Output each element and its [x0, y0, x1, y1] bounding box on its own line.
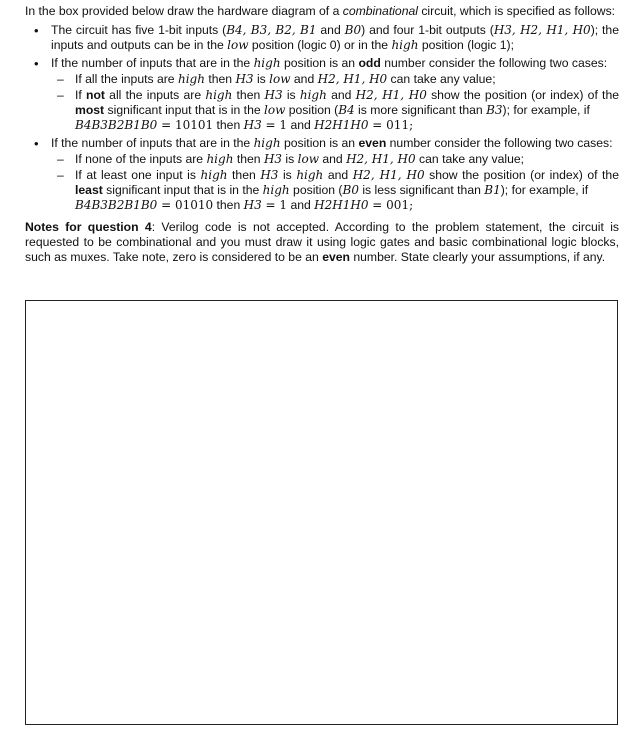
notes-paragraph: Notes for question 4: Verilog code is not accepted. According to the problem statement, the circuit is requested to be combinational and you must draw it using logic gates and basic combinational logic blocks, such as muxes. Take note, zero is considered to be an even number. State clearly your assumptions, if any. — [25, 220, 619, 264]
question-text — [25, 4, 619, 265]
odd-subcase-not-all-high: – If not all the inputs are high then H3 is high and H2, H1, H0 show the position (or index) of the most significant input that is in the low position (B4 is more significant than B3); for example, if B4B3B2B1B0 = 10101 then H3 = 1 and H2H1H0 = 011; — [51, 88, 619, 133]
even-subcase-none-high: – If none of the inputs are high then H3 is low and H2, H1, H0 can take any value; — [51, 152, 619, 167]
input-b0: B0 — [344, 23, 362, 37]
example-inputs: B4B3B2B1B0 — [75, 118, 158, 132]
intro-emphasis: combinational — [342, 4, 418, 18]
specification-list — [25, 23, 619, 213]
intro-paragraph — [25, 4, 619, 19]
odd-emphasis: odd — [358, 56, 381, 70]
input-names: B4, B3, B2, B1 — [226, 23, 317, 37]
intro-text: In the box provided below draw the hardware diagram of a — [25, 4, 343, 18]
bullet-odd-case: • If the number of inputs that are in the high position is an odd number consider the following two cases: – If all the inputs are high then H3 is low and H2, H1, H0 can take any value; – If not all the inputs are high then H3 is high and H2, H1, H0 show the position (or index) of the most significant input that is in the low position (B4 is more significant than B3); for example, if B4B3B2B1B0 = 10101 then H3 = 1 and H2H1H0 = 011; — [25, 56, 619, 133]
example-inputs: B4B3B2B1B0 — [75, 198, 158, 212]
intro-text-end: circuit, which is specified as follows: — [417, 4, 616, 18]
odd-subcase-all-high: – If all the inputs are high then H3 is low and H2, H1, H0 can take any value; — [51, 72, 619, 87]
even-emphasis: even — [358, 136, 387, 150]
bullet-inputs-outputs: • The circuit has five 1-bit inputs (B4, B3, B2, B1 and B0) and four 1-bit outputs (H3, H2, H1, H0); the inputs and outputs can be in the low position (logic 0) or in the high position (logic 1); — [25, 23, 619, 53]
output-names: H3, H2, H1, H0 — [493, 23, 591, 37]
odd-subcases — [51, 72, 619, 133]
notes-label: Notes for question 4 — [25, 220, 152, 234]
answer-drawing-box[interactable] — [25, 300, 618, 725]
bullet-even-case: • If the number of inputs that are in the high position is an even number consider the following two cases: – If none of the inputs are high then H3 is low and H2, H1, H0 can take any value; – If at least one input is high then H3 is high and H2, H1, H0 show the position (or index) of the least significant input that is in the high position (B0 is less significant than B1); for example, if B4B3B2B1B0 = 01010 then H3 = 1 and H2H1H0 = 001; — [25, 136, 619, 213]
even-subcase-some-high: – If at least one input is high then H3 is high and H2, H1, H0 show the position (or index) of the least significant input that is in the high position (B0 is less significant than B1); for example, if B4B3B2B1B0 = 01010 then H3 = 1 and H2H1H0 = 001; — [51, 168, 619, 213]
even-subcases — [51, 152, 619, 213]
